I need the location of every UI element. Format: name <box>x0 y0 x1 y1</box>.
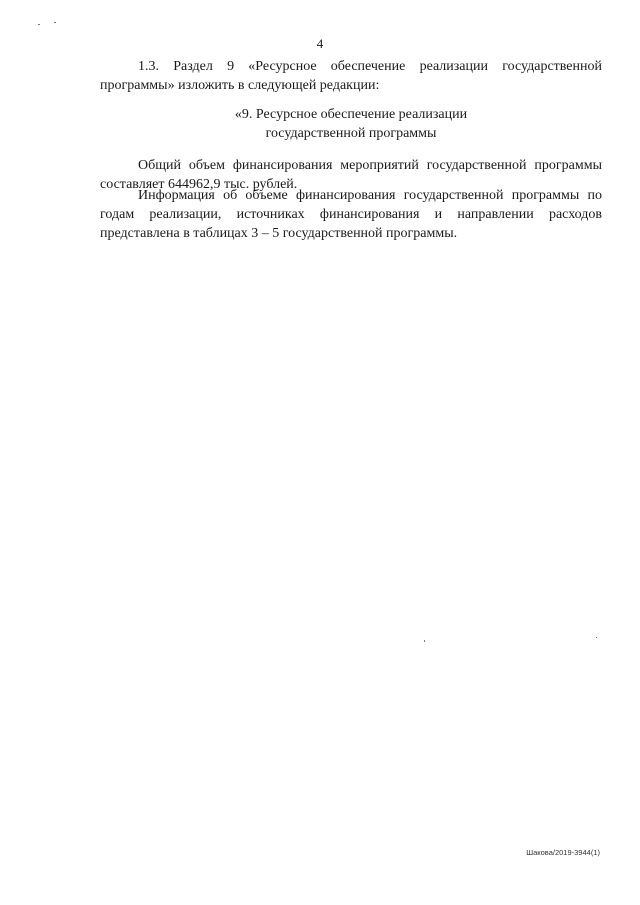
scan-speck <box>54 22 56 23</box>
paragraph-total-funding: Общий объем финансирования мероприятий государственной программы составляет 644962,9 тыс. рублей. <box>100 158 602 192</box>
document-code: Шакова/2019-3944(1) <box>526 848 600 857</box>
section-heading-line-2: государственной программы <box>265 126 437 141</box>
section-heading-line-1: «9. Ресурсное обеспечение реализации <box>234 107 468 122</box>
scan-speck <box>596 637 597 638</box>
section-heading <box>100 105 602 143</box>
scan-speck <box>38 24 40 25</box>
scan-speck <box>424 640 425 642</box>
paragraph-funding-info: Информация об объеме финансирования государственной программы по годам реализации, источниках финансирования и направлении расходов представлена в таблицах 3 – 5 государственной программы. <box>100 188 602 241</box>
paragraph-amendment: 1.3. Раздел 9 «Ресурсное обеспечение реализации государственной программы» изложить в следующей редакции: <box>100 59 602 93</box>
page-number: 4 <box>316 36 324 51</box>
